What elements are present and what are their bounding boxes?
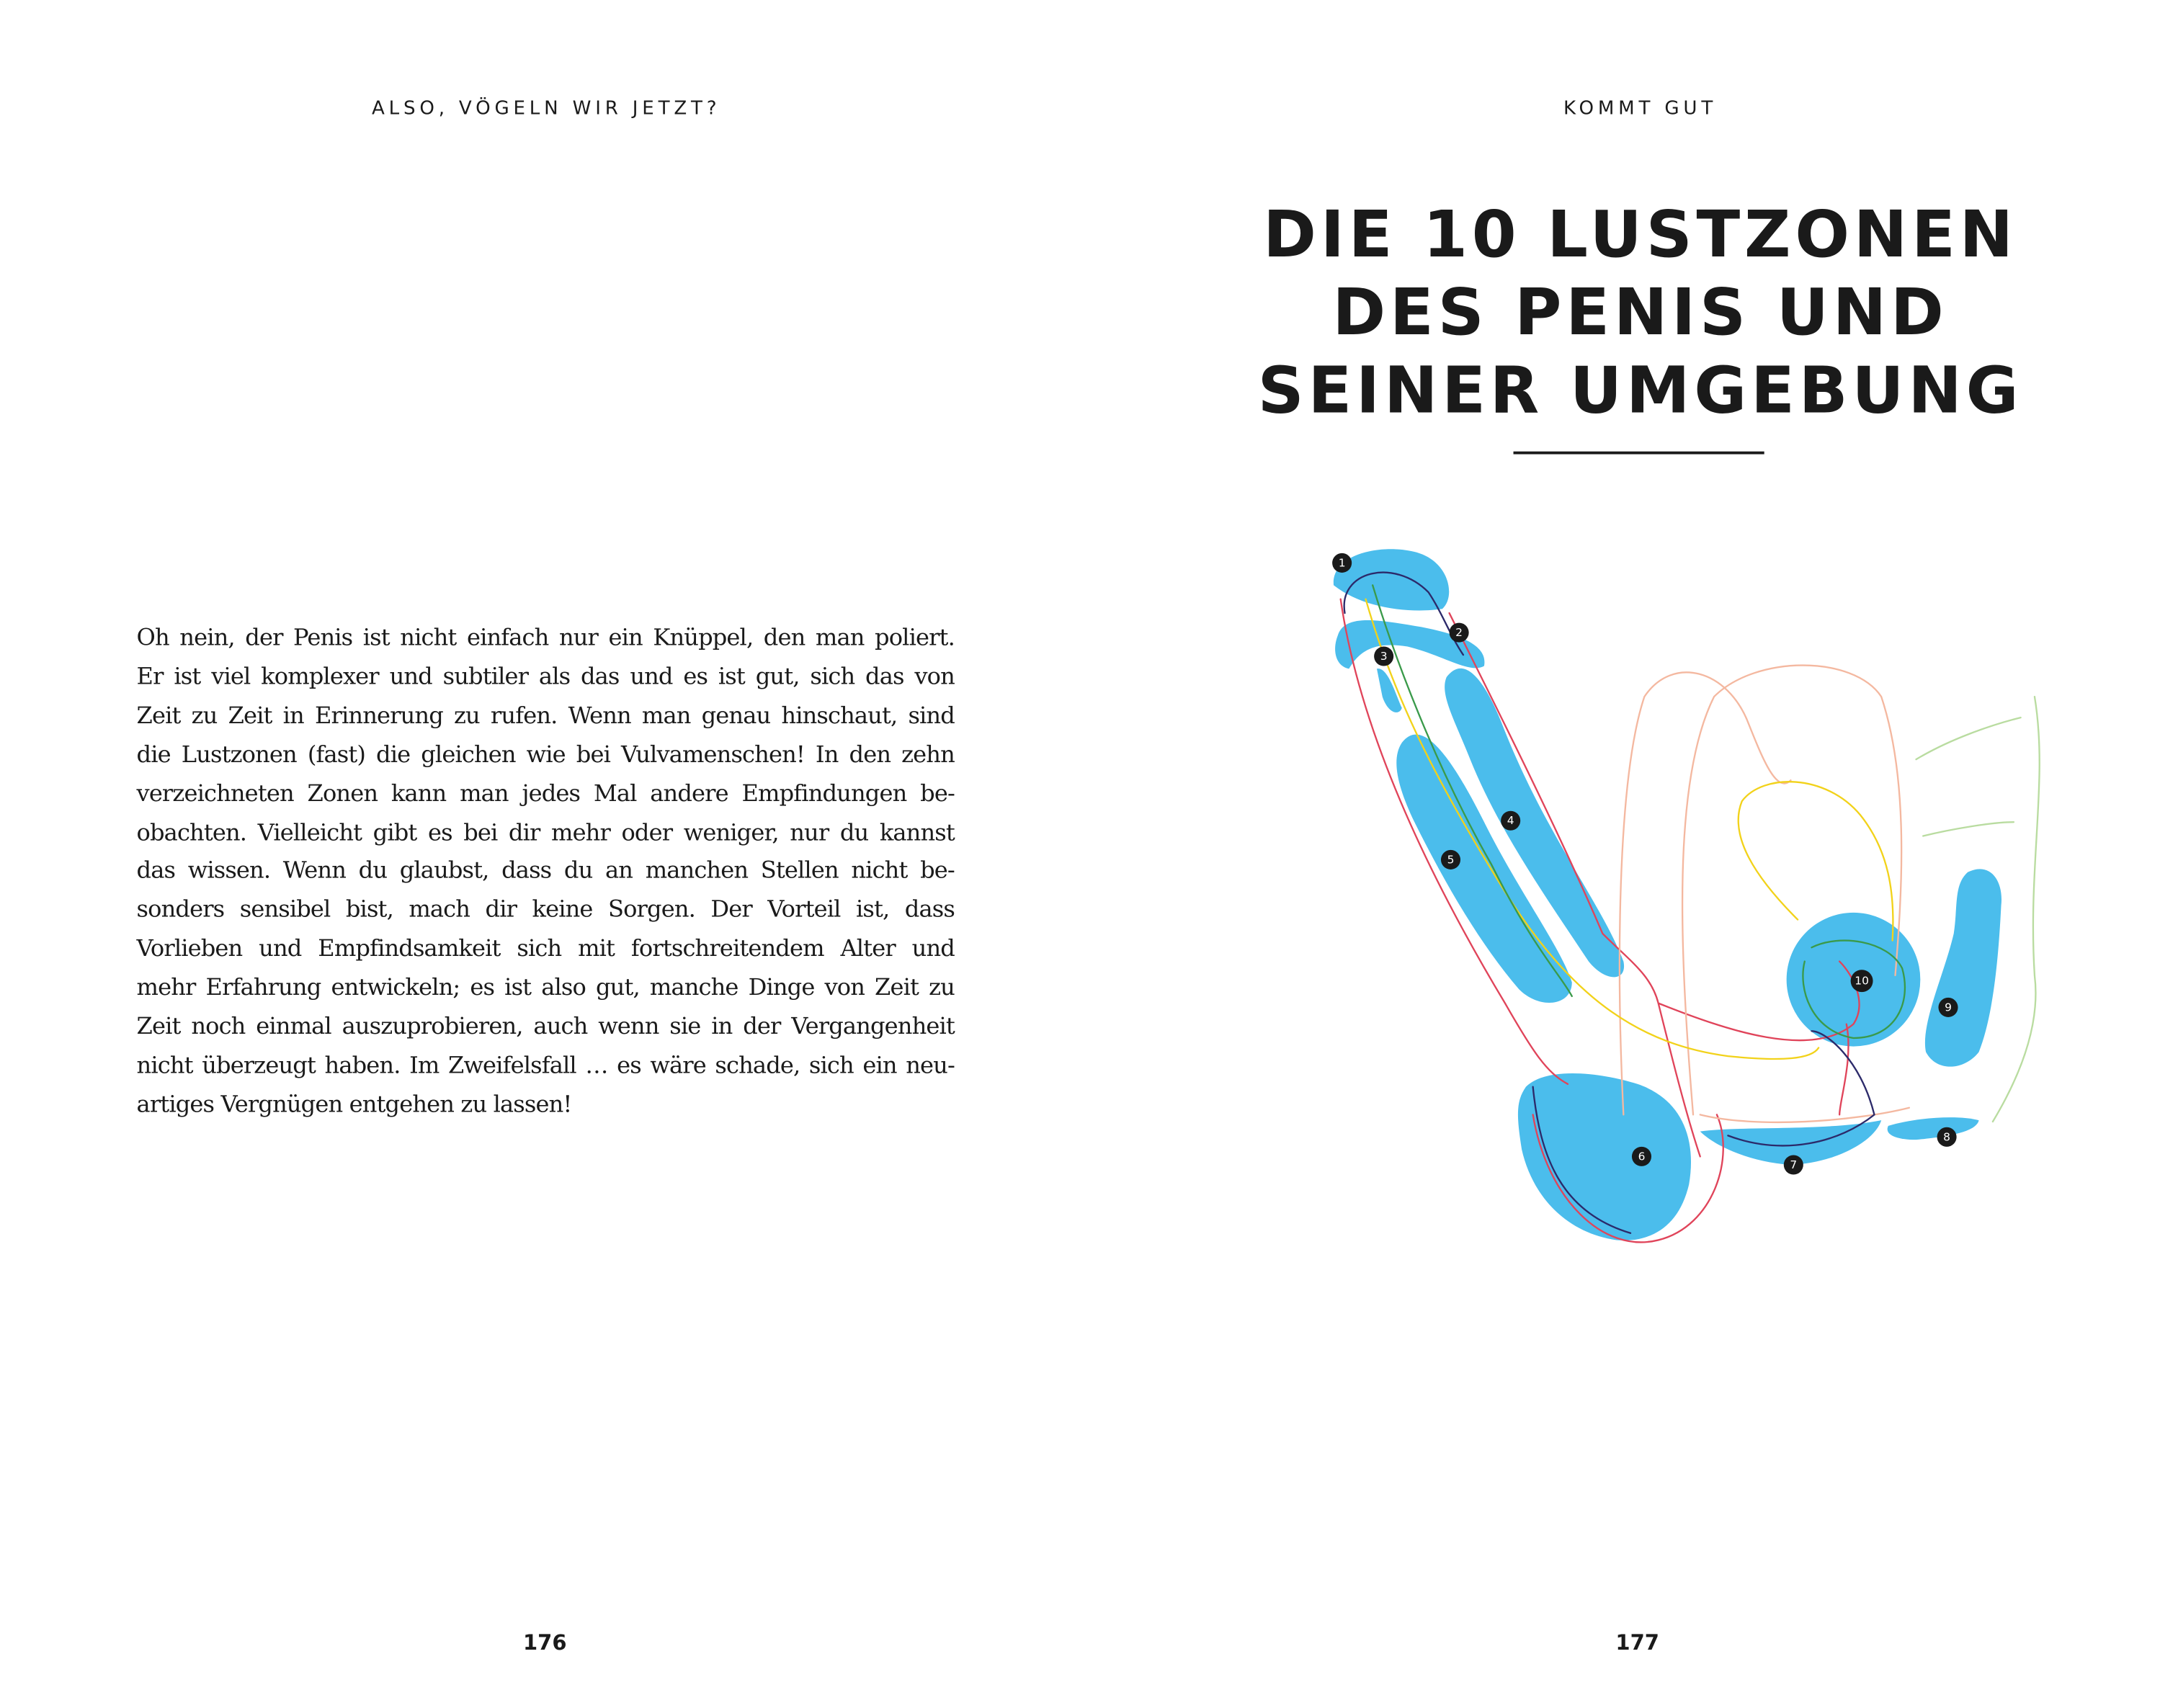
text-line: Vorlieben und Empfindsamkeit sich mit fortschreitendem Alter und <box>136 935 955 962</box>
text-line: nicht überzeugt haben. Im Zweifelsfall … es wäre schade, sich ein neu- <box>136 1052 955 1079</box>
svg-text:4: 4 <box>1507 814 1514 828</box>
page-number-right: 177 <box>1615 1630 1659 1655</box>
zone-marker-6 <box>1632 1147 1651 1166</box>
text-line: Er ist viel komplexer und subtiler als das und es ist gut, sich das von <box>136 663 955 690</box>
page-number-left: 176 <box>522 1630 567 1655</box>
body-paragraph <box>137 619 955 1124</box>
zone-9 <box>1925 869 2001 1066</box>
text-line: das wissen. Wenn du glaubst, dass du an manchen Stellen nicht be- <box>136 857 955 885</box>
zone-8 <box>1888 1117 1979 1140</box>
svg-text:2: 2 <box>1455 626 1463 640</box>
text-line: die Lustzonen (fast) die gleichen wie bei Vulvamenschen! In den zehn <box>136 741 955 768</box>
zone-marker-3 <box>1374 646 1393 666</box>
text-line: Zeit noch einmal auszuprobieren, auch wenn sie in der Vergangenheit <box>136 1013 955 1040</box>
text-line: obachten. Vielleicht gibt es bei dir mehr oder weniger, nur du kannst <box>136 818 955 846</box>
running-head-left: ALSO, VÖGELN WIR JETZT? <box>371 97 721 120</box>
zone-marker-2 <box>1450 623 1469 643</box>
zone-marker-4 <box>1501 811 1520 831</box>
outline-lines <box>1341 573 2040 1243</box>
svg-text:7: 7 <box>1790 1158 1798 1171</box>
text-line: verzeichneten Zonen kann man jedes Mal andere Empfindungen be- <box>136 779 955 807</box>
svg-text:3: 3 <box>1380 650 1388 663</box>
anatomy-illustration <box>1310 529 2062 1254</box>
svg-text:5: 5 <box>1447 853 1455 867</box>
zone-marker-5 <box>1441 850 1460 869</box>
svg-text:1: 1 <box>1338 556 1346 570</box>
svg-text:8: 8 <box>1943 1130 1950 1144</box>
text-line: mehr Erfahrung entwickeln; es ist also gut, manche Dinge von Zeit zu <box>136 974 955 1001</box>
zone-marker-10 <box>1851 970 1873 992</box>
svg-text:6: 6 <box>1638 1150 1646 1163</box>
running-head-right: KOMMT GUT <box>1563 97 1718 120</box>
zone-marker-9 <box>1938 998 1958 1017</box>
zone-marker-7 <box>1784 1155 1803 1174</box>
svg-text:10: 10 <box>1855 974 1869 988</box>
svg-text:9: 9 <box>1945 1001 1952 1014</box>
title-line: DES PENIS UND <box>1332 274 1948 350</box>
title-line: SEINER UMGEBUNG <box>1257 352 2023 428</box>
zone-1 <box>1334 549 1449 610</box>
text-line: Oh nein, der Penis ist nicht einfach nur ein Knüppel, den man poliert. <box>136 624 955 651</box>
title-line: DIE 10 LUSTZONEN <box>1263 196 2017 272</box>
zone-areas <box>1334 549 2001 1240</box>
chapter-title <box>1222 195 2058 429</box>
title-divider <box>1514 452 1764 455</box>
text-line: sonders sensibel bist, mach dir keine Sorgen. Der Vorteil ist, dass <box>136 896 955 924</box>
text-line: artiges Vergnügen entgehen zu lassen! <box>136 1091 572 1117</box>
zone-marker-1 <box>1332 553 1352 573</box>
text-line: Zeit zu Zeit in Erinnerung zu rufen. Wenn man genau hinschaut, sind <box>136 702 955 729</box>
zone-marker-8 <box>1937 1127 1957 1147</box>
